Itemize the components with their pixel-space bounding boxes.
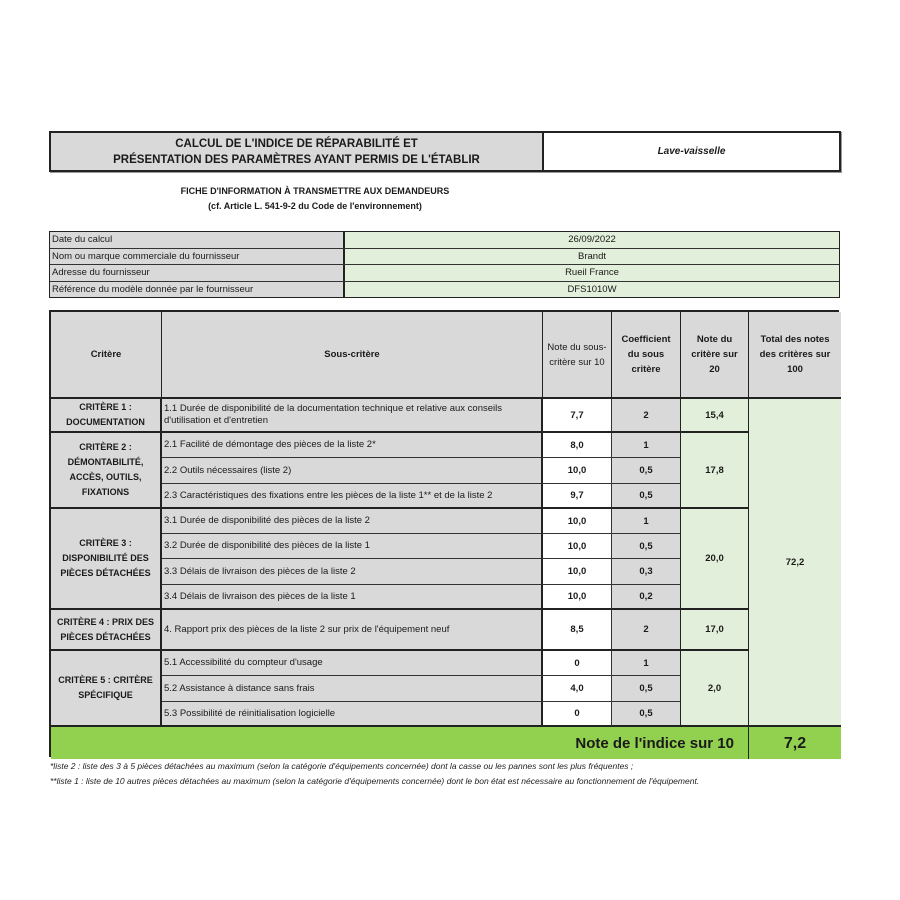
note-5-2: 4,0 xyxy=(543,676,612,702)
criterion-5-label: CRITÈRE 5 : CRITÈRE SPÉCIFIQUE xyxy=(51,651,162,727)
note-3-2: 10,0 xyxy=(543,534,612,559)
info-label: Nom ou marque commerciale du fournisseur xyxy=(50,249,345,265)
coef-3-2: 0,5 xyxy=(612,534,681,559)
coef-3-4: 0,2 xyxy=(612,585,681,610)
footnotes xyxy=(50,759,840,789)
title-box xyxy=(49,131,841,172)
note-3-1: 10,0 xyxy=(543,509,612,534)
total-score-100: 72,2 xyxy=(749,399,841,727)
info-value: Brandt xyxy=(345,249,839,265)
info-label: Référence du modèle donnée par le fournisseur xyxy=(50,282,345,298)
note-2-3: 9,7 xyxy=(543,484,612,509)
criterion-3-score: 20,0 xyxy=(681,509,749,610)
coef-1-1: 2 xyxy=(612,399,681,433)
info-row-brand xyxy=(50,249,839,266)
subcriterion-2-1: 2.1 Facilité de démontage des pièces de la liste 2* xyxy=(162,433,543,458)
subcriterion-3-3: 3.3 Délais de livraison des pièces de la liste 2 xyxy=(162,559,543,585)
coef-4: 2 xyxy=(612,610,681,651)
title-line-2: PRÉSENTATION DES PARAMÈTRES AYANT PERMIS DE L'ÉTABLIR xyxy=(113,153,480,166)
product-category: Lave-vaisselle xyxy=(544,133,839,170)
criterion-3-label: CRITÈRE 3 : DISPONIBILITÉ DES PIÈCES DÉTACHÉES xyxy=(51,509,162,610)
note-2-1: 8,0 xyxy=(543,433,612,458)
info-value: Rueil France xyxy=(345,265,839,281)
coef-2-1: 1 xyxy=(612,433,681,458)
note-3-3: 10,0 xyxy=(543,559,612,585)
info-label: Adresse du fournisseur xyxy=(50,265,345,281)
subtitle-line-1: FICHE D'INFORMATION À TRANSMETTRE AUX DEMANDEURS xyxy=(180,186,450,196)
criterion-2-score: 17,8 xyxy=(681,433,749,509)
final-score-label: Note de l'indice sur 10 xyxy=(51,727,749,759)
criterion-2-label: CRITÈRE 2 : DÉMONTABILITÉ, ACCÈS, OUTILS, FIXATIONS xyxy=(51,433,162,509)
note-5-1: 0 xyxy=(543,651,612,676)
criterion-4-label: CRITÈRE 4 : PRIX DES PIÈCES DÉTACHÉES xyxy=(51,610,162,651)
subcriterion-5-3: 5.3 Possibilité de réinitialisation logicielle xyxy=(162,702,543,727)
subcriterion-3-4: 3.4 Délais de livraison des pièces de la liste 1 xyxy=(162,585,543,610)
criterion-1-label: CRITÈRE 1 : DOCUMENTATION xyxy=(51,399,162,433)
note-3-4: 10,0 xyxy=(543,585,612,610)
score-table xyxy=(49,310,839,757)
header-total: Total des notes des critères sur 100 xyxy=(749,312,841,399)
subcriterion-3-1: 3.1 Durée de disponibilité des pièces de la liste 2 xyxy=(162,509,543,534)
note-2-2: 10,0 xyxy=(543,458,612,484)
info-row-address xyxy=(50,265,839,282)
subcriterion-4: 4. Rapport prix des pièces de la liste 2 sur prix de l'équipement neuf xyxy=(162,610,543,651)
subcriterion-2-2: 2.2 Outils nécessaires (liste 2) xyxy=(162,458,543,484)
subtitle-line-2: (cf. Article L. 541-9-2 du Code de l'environnement) xyxy=(208,201,422,211)
coef-5-2: 0,5 xyxy=(612,676,681,702)
subtitle xyxy=(49,184,581,214)
info-label: Date du calcul xyxy=(50,232,345,248)
final-score-value: 7,2 xyxy=(749,727,841,759)
info-value: 26/09/2022 xyxy=(345,232,839,248)
criterion-1-score: 15,4 xyxy=(681,399,749,433)
header-note-critere: Note du critère sur 20 xyxy=(681,312,749,399)
coef-5-1: 1 xyxy=(612,651,681,676)
note-4: 8,5 xyxy=(543,610,612,651)
note-5-3: 0 xyxy=(543,702,612,727)
info-value: DFS1010W xyxy=(345,282,839,298)
info-table xyxy=(49,231,840,298)
criterion-5-score: 2,0 xyxy=(681,651,749,727)
footnote-liste-2: *liste 2 : liste des 3 à 5 pièces détachées au maximum (selon la catégorie d'équipements concernée) dont la casse ou les pannes sont les plus fréquentes ; xyxy=(50,761,634,771)
title-line-1: CALCUL DE L'INDICE DE RÉPARABILITÉ ET xyxy=(175,137,418,150)
footnote-liste-1: **liste 1 : liste de 10 autres pièces détachées au maximum (selon la catégorie d'équipements concernée) dont le bon état est nécessaire au fonctionnement de l'équipement. xyxy=(50,776,700,786)
coef-2-2: 0,5 xyxy=(612,458,681,484)
subcriterion-3-2: 3.2 Durée de disponibilité des pièces de la liste 1 xyxy=(162,534,543,559)
note-1-1: 7,7 xyxy=(543,399,612,433)
header-note-sous-critere: Note du sous-critère sur 10 xyxy=(543,312,612,399)
subcriterion-2-3: 2.3 Caractéristiques des fixations entre les pièces de la liste 1** et de la liste 2 xyxy=(162,484,543,509)
header-sous-critere: Sous-critère xyxy=(162,312,543,399)
coef-5-3: 0,5 xyxy=(612,702,681,727)
subcriterion-5-1: 5.1 Accessibilité du compteur d'usage xyxy=(162,651,543,676)
info-row-model xyxy=(50,282,839,298)
header-coefficient: Coefficient du sous critère xyxy=(612,312,681,399)
coef-2-3: 0,5 xyxy=(612,484,681,509)
subcriterion-1-1: 1.1 Durée de disponibilité de la documentation technique et relative aux conseils d'utilisation et d'entretien xyxy=(162,399,543,433)
info-row-date xyxy=(50,232,839,249)
subcriterion-5-2: 5.2 Assistance à distance sans frais xyxy=(162,676,543,702)
header-critere: Critère xyxy=(51,312,162,399)
coef-3-3: 0,3 xyxy=(612,559,681,585)
document-title xyxy=(51,133,544,170)
criterion-4-score: 17,0 xyxy=(681,610,749,651)
coef-3-1: 1 xyxy=(612,509,681,534)
